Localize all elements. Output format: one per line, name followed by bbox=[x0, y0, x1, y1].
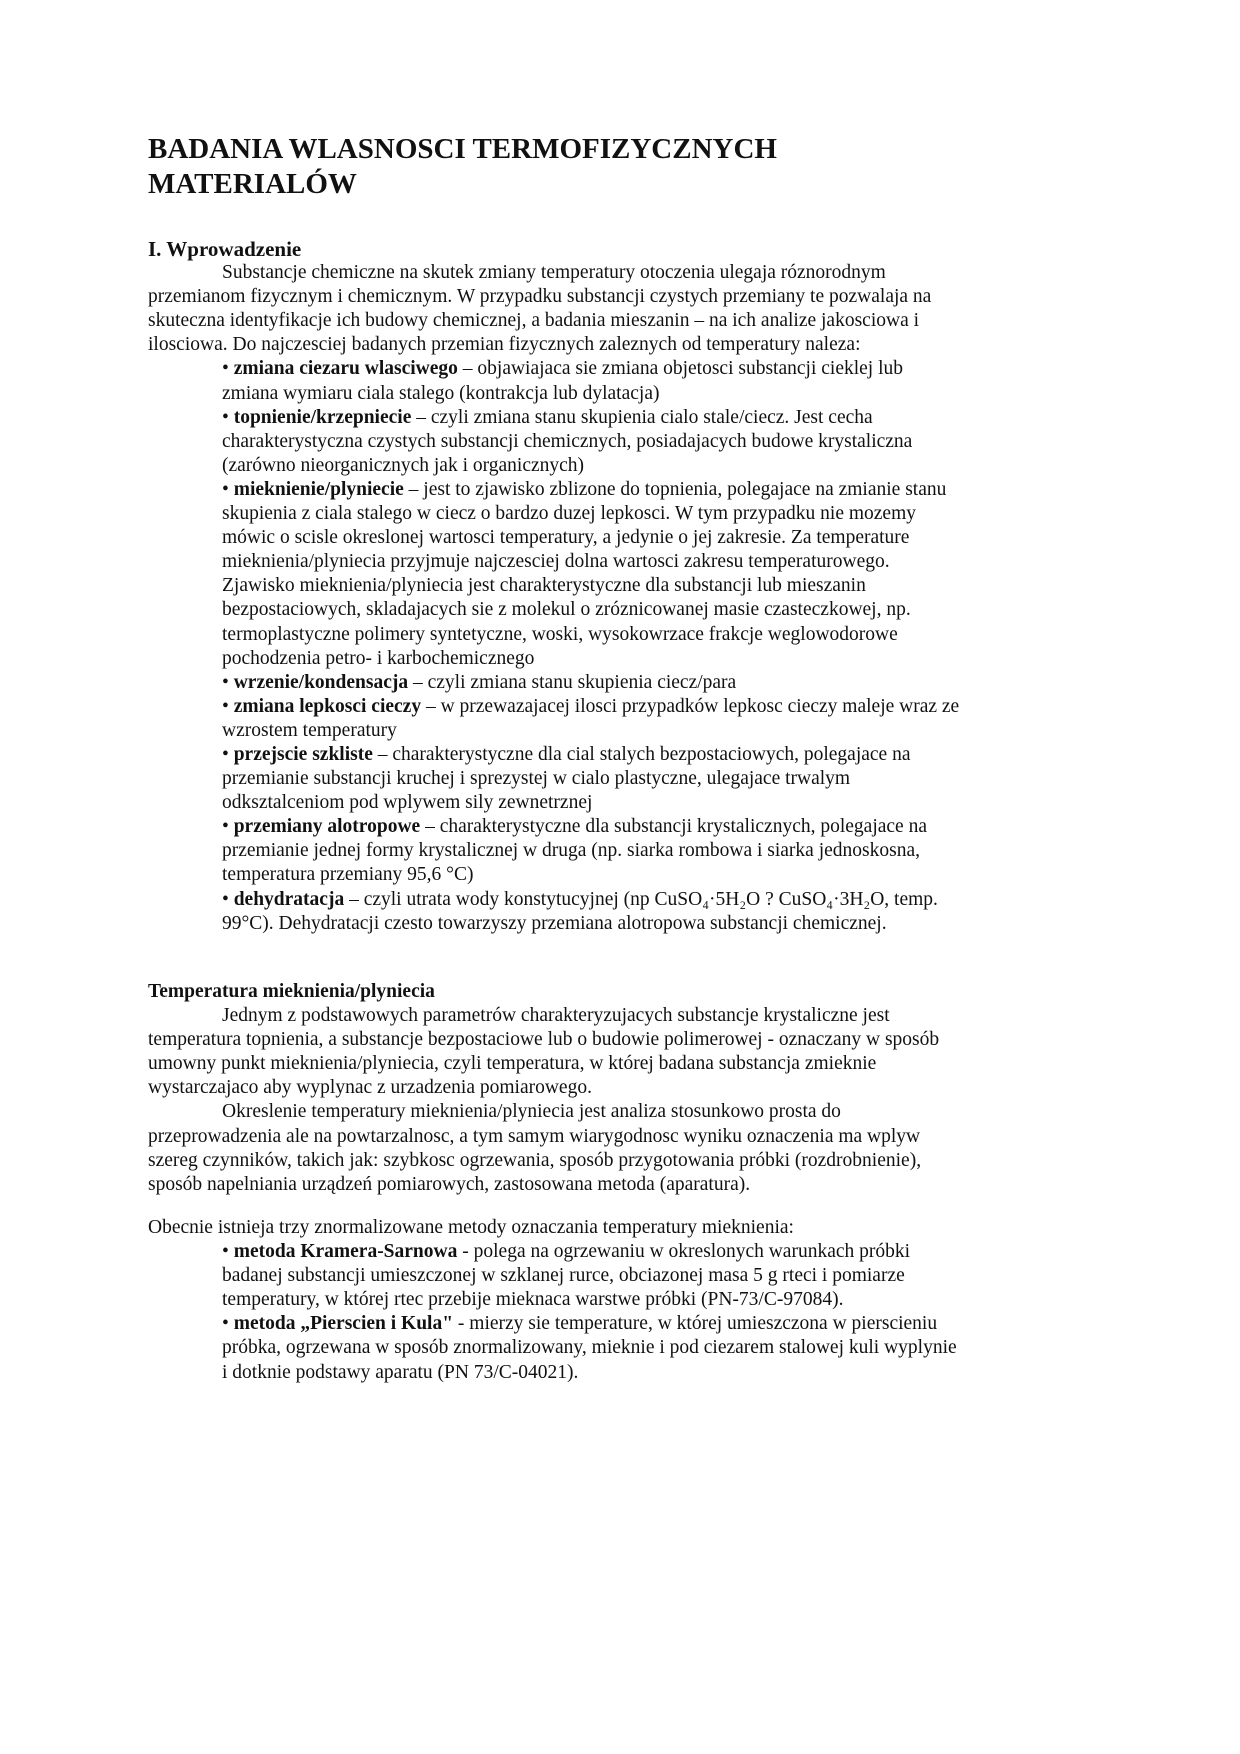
text-line bbox=[148, 839, 959, 863]
bullet-icon: • bbox=[222, 1313, 234, 1335]
paragraph bbox=[148, 1004, 939, 1100]
bullet-icon: • bbox=[222, 888, 234, 910]
bullet-icon: • bbox=[222, 406, 234, 428]
text-span: i dotknie podstawy aparatu (PN 73/C-04021). bbox=[222, 1361, 579, 1383]
text-line bbox=[148, 888, 959, 912]
text-line bbox=[148, 863, 959, 887]
text-span: – w przewazajacej ilosci przypadków lepkosc cieczy maleje wraz ze bbox=[421, 695, 960, 717]
bullet-item bbox=[148, 1240, 957, 1312]
text-span: bezpostaciowych, skladajacych sie z molekul o zróznicowanej masie czasteczkowej, np. bbox=[222, 599, 911, 621]
bullet-term: topnienie/krzepniecie bbox=[233, 406, 412, 428]
paragraph bbox=[148, 1216, 957, 1240]
bullet-term: przemiany alotropowe bbox=[233, 816, 421, 838]
text-span: pochodzenia petro- i karbochemicznego bbox=[222, 647, 535, 669]
text-span: temperatura przemiany 95,6 °C) bbox=[222, 864, 474, 886]
text-line bbox=[148, 526, 959, 550]
text-line bbox=[148, 382, 959, 406]
text-line: Substancje chemiczne na skutek zmiany temperatury otoczenia ulegaja róznorodnym bbox=[222, 262, 886, 284]
bullet-icon: • bbox=[222, 695, 234, 717]
text-span: – objawiajaca sie zmiana objetosci substancji cieklej lub bbox=[457, 358, 904, 380]
text-line bbox=[148, 502, 959, 526]
text-span: charakterystyczna czystych substancji chemicznych, posiadajacych budowe krystaliczna bbox=[222, 430, 913, 452]
bullet-item bbox=[148, 406, 959, 478]
section-introduction bbox=[148, 237, 959, 936]
bullet-icon: • bbox=[222, 478, 234, 500]
text-span: zmiana wymiaru ciala stalego (kontrakcja lub dylatacja) bbox=[222, 382, 660, 404]
text-line: umowny punkt mieknienia/plyniecia, czyli temperatura, w której badana substancja zmieknie bbox=[148, 1053, 877, 1075]
text-span: mówic o scisle okreslonej wartosci temperatury, a jedynie o jej zakresie. Za temperature bbox=[222, 527, 910, 549]
text-line: ilosciowa. Do najczesciej badanych przemian fizycznych zaleznych od temperatury naleza: bbox=[148, 334, 861, 356]
text-line bbox=[148, 791, 959, 815]
text-span: przemianie jednej formy krystalicznej w druga (np. siarka rombowa i siarka jednoskosna, bbox=[222, 840, 920, 862]
section-heading: Temperatura mieknienia/plyniecia bbox=[148, 981, 435, 1002]
text-span: (zarówno nieorganicznych jak i organicznych) bbox=[222, 454, 585, 476]
text-line: sposób napelniania urządzeń pomiarowych, zastosowana metoda (aparatura). bbox=[148, 1173, 751, 1195]
text-line bbox=[148, 623, 959, 647]
text-span: - polega na ogrzewaniu w okreslonych warunkach próbki bbox=[457, 1241, 911, 1263]
text-span: - mierzy sie temperature, w której umieszczona w pierscieniu bbox=[453, 1313, 938, 1335]
text-line bbox=[148, 454, 959, 478]
text-line bbox=[148, 815, 959, 839]
text-line bbox=[148, 1288, 957, 1312]
text-span: wzrostem temperatury bbox=[222, 719, 397, 741]
text-line: Okreslenie temperatury mieknienia/plyniecia jest analiza stosunkowo prosta do bbox=[222, 1101, 841, 1123]
bullet-term: zmiana ciezaru wlasciwego bbox=[233, 358, 458, 380]
bullet-item bbox=[148, 357, 959, 405]
text-line: Obecnie istnieja trzy znormalizowane metody oznaczania temperatury mieknienia: bbox=[148, 1217, 794, 1238]
bullet-term: dehydratacja bbox=[233, 888, 345, 910]
text-span: próbka, ogrzewana w sposób znormalizowany, mieknie i pod ciezarem stalowej kuli wyplynie bbox=[222, 1337, 957, 1359]
text-line bbox=[148, 574, 959, 598]
text-line: szereg czynników, takich jak: szybkosc ogrzewania, sposób przygotowania próbki (rozdrobnienie), bbox=[148, 1149, 922, 1171]
bullet-item bbox=[148, 695, 959, 743]
section-softening-temperature bbox=[148, 980, 939, 1197]
text-line bbox=[148, 357, 959, 381]
paragraph bbox=[148, 1100, 939, 1196]
text-line bbox=[148, 647, 959, 671]
bullet-icon: • bbox=[222, 1241, 234, 1263]
text-span: temperatury, w której rtec przebije mieknaca warstwe próbki (PN-73/C-97084). bbox=[222, 1289, 844, 1311]
bullet-item bbox=[148, 1312, 957, 1384]
bullet-term: wrzenie/kondensacja bbox=[233, 671, 409, 693]
title-line: MATERIALÓW bbox=[148, 168, 357, 200]
bullet-item bbox=[148, 478, 959, 671]
text-span: skupienia z ciala stalego w ciecz o bardzo duzej lepkosci. W tym przypadku nie mozemy bbox=[222, 503, 916, 525]
text-span: mieknienia/plyniecia przyjmuje najczesciej dolna wartosci zakresu temperaturowego. bbox=[222, 551, 890, 573]
bullet-icon: • bbox=[222, 743, 234, 765]
text-line bbox=[148, 743, 959, 767]
text-span: odksztalceniom pod wplywem sily zewnetrznej bbox=[222, 792, 593, 814]
text-span: 99°C). Dehydratacji czesto towarzyszy przemiana alotropowa substancji chemicznej. bbox=[222, 912, 887, 934]
text-line bbox=[148, 695, 959, 719]
text-span: – charakterystyczne dla substancji krystalicznych, polegajace na bbox=[420, 816, 927, 838]
text-line: temperatura topnienia, a substancje bezpostaciowe lub o budowie polimerowej - oznaczany w sposób bbox=[148, 1029, 940, 1051]
text-line bbox=[148, 767, 959, 791]
text-span: Zjawisko mieknienia/plyniecia jest charakterystyczne dla substancji lub mieszanin bbox=[222, 575, 866, 597]
bullet-term: przejscie szkliste bbox=[233, 743, 373, 765]
text-span: – czyli zmiana stanu skupienia ciecz/para bbox=[408, 671, 737, 693]
bullet-term: zmiana lepkosci cieczy bbox=[233, 695, 422, 717]
text-span: – czyli utrata wody konstytucyjnej (np CuSO₄·5H₂O ? CuSO₄·3H₂O, temp. bbox=[344, 888, 938, 910]
bullet-icon: • bbox=[222, 358, 234, 380]
paragraph bbox=[148, 261, 959, 357]
text-span: przemianie substancji kruchej i sprezystej w cialo plastyczne, ulegajace trwalym bbox=[222, 768, 851, 790]
bullet-item bbox=[148, 743, 959, 815]
text-line bbox=[148, 406, 959, 430]
text-line: przemianom fizycznym i chemicznym. W przypadku substancji czystych przemiany te pozwalaja na bbox=[148, 286, 932, 308]
document-title bbox=[148, 132, 777, 202]
bullet-item bbox=[148, 671, 959, 695]
text-line bbox=[148, 671, 959, 695]
bullet-term: metoda Kramera-Sarnowa bbox=[233, 1241, 458, 1263]
text-span: termoplastyczne polimery syntetyczne, woski, wysokowrzace frakcje weglowodorowe bbox=[222, 623, 898, 645]
section-methods bbox=[148, 1216, 957, 1385]
text-line: przeprowadzenia ale na powtarzalnosc, a tym samym wiarygodnosc wyniku oznaczenia ma wplyw bbox=[148, 1125, 921, 1147]
text-span: badanej substancji umieszczonej w szklanej rurce, obciazonej masa 5 g rteci i pomiarze bbox=[222, 1265, 905, 1287]
section-heading: I. Wprowadzenie bbox=[148, 237, 302, 261]
text-span: – jest to zjawisko zblizone do topnienia, polegajace na zmianie stanu bbox=[403, 478, 947, 500]
text-line: Jednym z podstawowych parametrów charakteryzujacych substancje krystaliczne jest bbox=[222, 1005, 890, 1027]
text-line bbox=[148, 912, 959, 936]
text-line bbox=[148, 550, 959, 574]
text-line bbox=[148, 478, 959, 502]
text-line: skuteczna identyfikacje ich budowy chemicznej, a badania mieszanin – na ich analize jakosciowa i bbox=[148, 310, 920, 332]
text-line: wystarczajaco aby wyplynac z urzadzenia pomiarowego. bbox=[148, 1077, 592, 1099]
text-line bbox=[148, 719, 959, 743]
bullet-term: mieknienie/plyniecie bbox=[233, 478, 404, 500]
bullet-item bbox=[148, 815, 959, 887]
text-line bbox=[148, 1312, 957, 1336]
text-span: – czyli zmiana stanu skupienia cialo stale/ciecz. Jest cecha bbox=[411, 406, 873, 428]
text-span: – charakterystyczne dla cial stalych bezpostaciowych, polegajace na bbox=[372, 743, 911, 765]
bullet-term: metoda „Pierscien i Kula" bbox=[233, 1313, 454, 1335]
text-line bbox=[148, 430, 959, 454]
text-line bbox=[148, 1336, 957, 1360]
text-line bbox=[148, 598, 959, 622]
text-line bbox=[148, 1264, 957, 1288]
bullet-item bbox=[148, 888, 959, 936]
bullet-icon: • bbox=[222, 671, 234, 693]
text-line bbox=[148, 1361, 957, 1385]
text-line bbox=[148, 1240, 957, 1264]
bullet-icon: • bbox=[222, 816, 234, 838]
title-line: BADANIA WLASNOSCI TERMOFIZYCZNYCH bbox=[148, 133, 777, 165]
